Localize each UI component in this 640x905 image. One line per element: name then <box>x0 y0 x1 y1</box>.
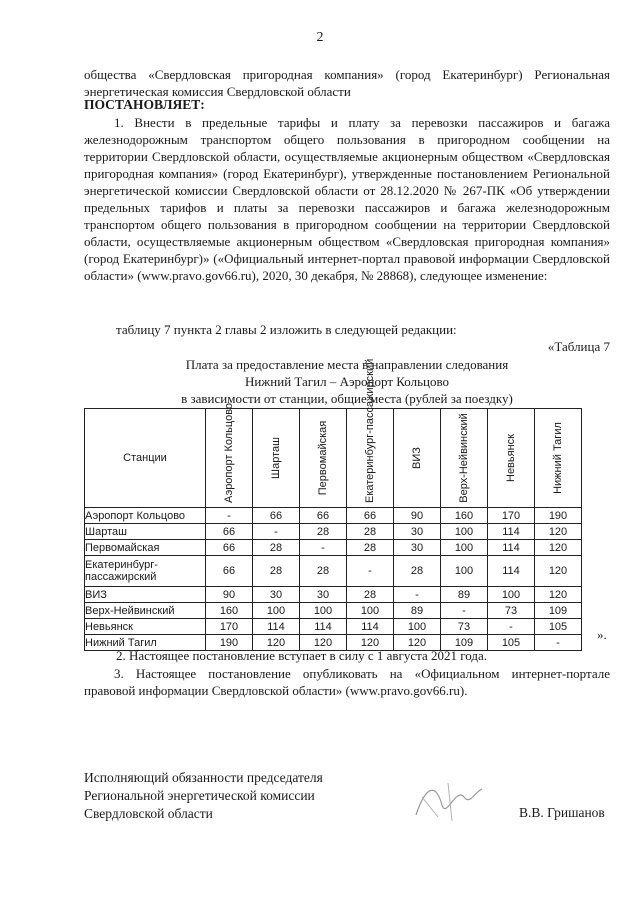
fare-cell: 100 <box>441 556 488 587</box>
fare-cell: 28 <box>253 540 300 556</box>
fare-cell: - <box>535 635 582 651</box>
table-instruction: таблицу 7 пункта 2 главы 2 изложить в следующей редакции: <box>116 322 457 337</box>
fare-cell: 100 <box>488 587 535 603</box>
station-name-cell: ВИЗ <box>85 587 206 603</box>
column-header: Первомайская <box>300 409 347 508</box>
fare-cell: 114 <box>300 619 347 635</box>
item-1-paragraph: 1. Внести в предельные тарифы и плату за перевозки пассажиров и багажа железнодорожным транспортом общего пользования в пригородном сообщении на территории Свердловской области, осуществляемые акционерным обществом «Свердловская пригородная компания» (город Екатеринбург), утвержденные постановлением Региональной энергетической комиссии Свердловской области от 28.12.2020 № 267-ПК «Об утверждении предельных тарифов и платы за перевозки пассажиров и багажа железнодорожным транспортом общего пользования в пригородном сообщении на территории Свердловской области, осуществляемые акционерным обществом «Свердловская пригородная компания» (город Екатеринбург)» («Официальный интернет-портал правовой информации Свердловской области» (www.pravo.gov66.ru), 2020, 30 декабря, № 28868), следующее изменение: <box>84 115 610 283</box>
station-name-cell: Нижний Тагил <box>85 635 206 651</box>
fare-cell: 105 <box>535 619 582 635</box>
table-row <box>85 619 582 635</box>
fare-cell: 114 <box>253 619 300 635</box>
fare-cell: 170 <box>488 508 535 524</box>
fare-cell: 120 <box>394 635 441 651</box>
fare-cell: 73 <box>488 603 535 619</box>
fare-cell: 100 <box>253 603 300 619</box>
fare-cell: 120 <box>535 587 582 603</box>
fare-cell: 66 <box>206 556 253 587</box>
intro-paragraph: общества «Свердловская пригородная компания» (город Екатеринбург) Региональная энергетическая комиссия Свердловской области <box>84 67 610 99</box>
page-number: 2 <box>316 30 324 45</box>
column-header: Невьянск <box>488 409 535 508</box>
fare-cell: 66 <box>300 508 347 524</box>
fare-cell: - <box>347 556 394 587</box>
fare-cell: 100 <box>347 603 394 619</box>
fare-cell: - <box>206 508 253 524</box>
fare-cell: 114 <box>488 540 535 556</box>
fare-cell: 100 <box>441 524 488 540</box>
fare-cell: - <box>488 619 535 635</box>
fare-cell: 66 <box>347 508 394 524</box>
station-name-cell: Шарташ <box>85 524 206 540</box>
fare-cell: 28 <box>300 524 347 540</box>
fare-cell: 30 <box>300 587 347 603</box>
fare-cell: 120 <box>535 556 582 587</box>
fare-cell: 190 <box>206 635 253 651</box>
signature-block <box>84 769 323 823</box>
table-title-line-3: в зависимости от станции, общие места (рублей за поездку) <box>181 391 513 406</box>
column-header: Аэропорт Кольцово <box>206 409 253 508</box>
table-row <box>85 603 582 619</box>
table-row <box>85 524 582 540</box>
fare-cell: 190 <box>535 508 582 524</box>
fare-cell: 105 <box>488 635 535 651</box>
resolution-heading: ПОСТАНОВЛЯЕТ: <box>84 97 205 112</box>
signer-name: В.В. Гришанов <box>519 805 605 820</box>
fare-cell: 100 <box>300 603 347 619</box>
fare-cell: - <box>253 524 300 540</box>
station-name-cell: Первомайская <box>85 540 206 556</box>
fare-cell: 66 <box>206 524 253 540</box>
fare-cell: - <box>300 540 347 556</box>
corner-header: Станции <box>85 409 206 508</box>
fare-cell: 28 <box>253 556 300 587</box>
fare-cell: 120 <box>535 524 582 540</box>
fare-cell: 109 <box>535 603 582 619</box>
fare-cell: 160 <box>206 603 253 619</box>
table-row <box>85 587 582 603</box>
fare-cell: 30 <box>394 524 441 540</box>
fare-cell: 66 <box>206 540 253 556</box>
column-header: Шарташ <box>253 409 300 508</box>
fare-cell: 30 <box>394 540 441 556</box>
fare-cell: 28 <box>300 556 347 587</box>
table-title-line-2: Нижний Тагил – Аэропорт Кольцово <box>244 374 450 389</box>
fare-cell: 120 <box>253 635 300 651</box>
signer-title-line-2: Региональной энергетической комиссии <box>84 788 315 803</box>
fare-cell: 28 <box>347 524 394 540</box>
table-row <box>85 556 582 587</box>
fare-cell: 170 <box>206 619 253 635</box>
fare-cell: - <box>441 603 488 619</box>
item-3-paragraph: 3. Настоящее постановление опубликовать на «Официальном интернет-портале правовой информации Свердловской области» (www.pravo.gov66.ru). <box>84 666 610 698</box>
fare-cell: 100 <box>441 540 488 556</box>
signature-scribble-icon <box>408 775 488 827</box>
fare-cell: 120 <box>347 635 394 651</box>
fare-cell: 90 <box>206 587 253 603</box>
fare-cell: 66 <box>253 508 300 524</box>
station-name-cell: Екатеринбург-пассажирский <box>85 556 206 587</box>
signer-title-line-3: Свердловской области <box>84 806 213 821</box>
fare-cell: 100 <box>394 619 441 635</box>
fare-cell: 114 <box>347 619 394 635</box>
fare-cell: 28 <box>347 587 394 603</box>
fare-cell: 28 <box>394 556 441 587</box>
item-2-paragraph: 2. Настоящее постановление вступает в силу с 1 августа 2021 года. <box>116 648 488 663</box>
table-row <box>85 508 582 524</box>
fare-cell: 120 <box>300 635 347 651</box>
fare-cell: 73 <box>441 619 488 635</box>
fare-cell: 90 <box>394 508 441 524</box>
fare-cell: 30 <box>253 587 300 603</box>
station-name-cell: Аэропорт Кольцово <box>85 508 206 524</box>
fare-cell: 109 <box>441 635 488 651</box>
column-header: ВИЗ <box>394 409 441 508</box>
fare-cell: 114 <box>488 524 535 540</box>
signer-title-line-1: Исполняющий обязанности председателя <box>84 770 323 785</box>
fare-cell: 120 <box>535 540 582 556</box>
table-title-line-1: Плата за предоставление места в направлении следования <box>185 357 509 372</box>
table-closing-quote: ». <box>597 627 607 642</box>
fare-cell: 160 <box>441 508 488 524</box>
table-label: «Таблица 7 <box>547 339 610 354</box>
fare-cell: - <box>394 587 441 603</box>
station-name-cell: Невьянск <box>85 619 206 635</box>
fare-cell: 114 <box>488 556 535 587</box>
fare-cell: 28 <box>347 540 394 556</box>
column-header: Верх-Нейвинский <box>441 409 488 508</box>
column-header: Екатеринбург-пассажирский <box>347 409 394 508</box>
fare-cell: 89 <box>441 587 488 603</box>
table-header-row <box>85 409 582 508</box>
fare-cell: 89 <box>394 603 441 619</box>
column-header: Нижний Тагил <box>535 409 582 508</box>
table-row <box>85 540 582 556</box>
station-name-cell: Верх-Нейвинский <box>85 603 206 619</box>
table-title <box>84 356 610 407</box>
